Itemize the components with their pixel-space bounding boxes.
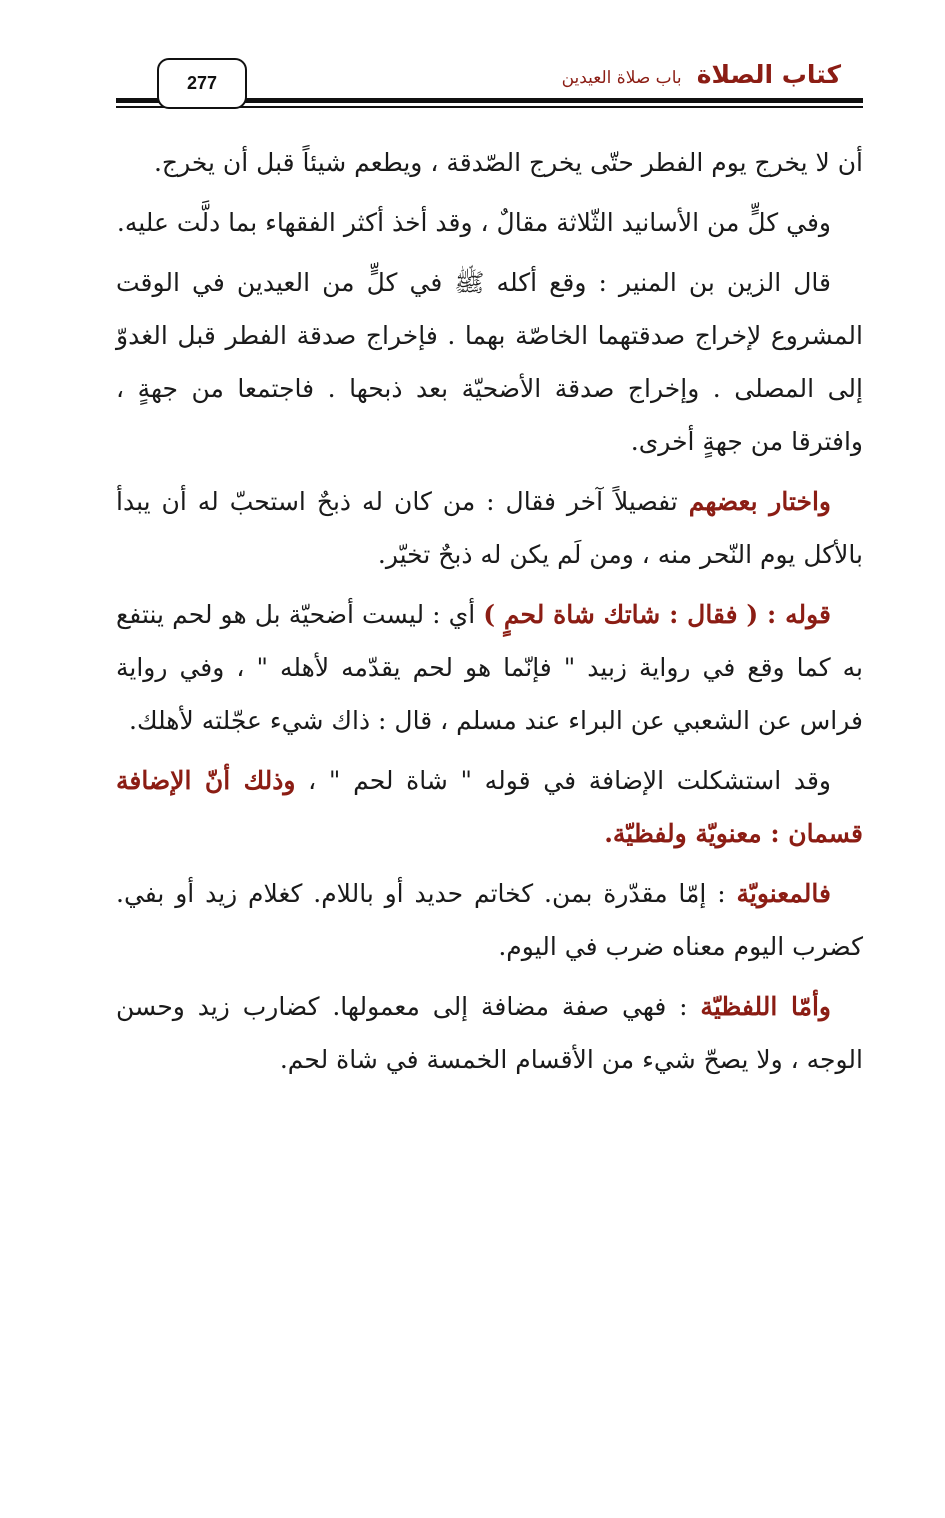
paragraph-text: تفصيلاً آخر فقال : من كان له ذبحٌ استحبّ له أن يبدأ بالأكل يوم النّحر منه ، ومن لَم يكن له ذبحٌ تخيّر. — [116, 487, 863, 569]
chapter-title: باب صلاة العيدين — [561, 68, 682, 88]
paragraph-text: : فهي صفة مضافة إلى معمولها. كضارب زيد وحسن الوجه ، ولا يصحّ شيء من الأقسام الخمسة في شاة لحم. — [116, 992, 863, 1074]
paragraph-2 — [116, 196, 863, 249]
paragraph-8 — [116, 980, 863, 1086]
page-body — [116, 136, 863, 1093]
paragraph-text: أن لا يخرج يوم الفطر حتّى يخرج الصّدقة ، ويطعم شيئاً قبل أن يخرج. — [153, 148, 863, 177]
paragraph-text: قال الزين بن المنير : وقع أكله ﷺ في كلٍّ من العيدين في الوقت المشروع لإخراج صدقتهما الخاصّة بهما . فإخراج صدقة الفطر قبل الغدوّ إلى المصلى . وإخراج صدقة الأضحيّة بعد ذبحها . فاجتمعا من جهةٍ ، وافترقا من جهةٍ أخرى. — [116, 268, 863, 456]
highlighted-lead: وأمّا اللفظيّة — [700, 992, 831, 1021]
book-title: كتاب الصلاة — [696, 60, 841, 89]
paragraph-1 — [116, 136, 863, 189]
paragraph-text: وفي كلٍّ من الأسانيد الثّلاثة مقالٌ ، وقد أخذ أكثر الفقهاء بما دلَّت عليه. — [116, 208, 831, 237]
paragraph-text: : إمّا مقدّرة بمن. كخاتم حديد أو باللام. كغلام زيد أو بفي. كضرب اليوم معناه ضرب في اليوم. — [116, 879, 863, 961]
paragraph-4 — [116, 475, 863, 581]
header-titles — [562, 60, 841, 89]
paragraph-text: أي : ليست أضحيّة بل هو لحم ينتفع به كما وقع في رواية زبيد " فإنّما هو لحم يقدّمه لأهله " ، وفي رواية فراس عن الشعبي عن البراء عند مسلم ، قال : ذاك شيء عجّلته لأهلك. — [116, 600, 863, 735]
paragraph-5 — [116, 588, 863, 747]
page-number: 277 — [157, 58, 247, 109]
paragraph-3 — [116, 256, 863, 468]
paragraph-6 — [116, 754, 863, 860]
page-header — [116, 56, 863, 111]
highlighted-lead: واختار بعضهم — [688, 487, 831, 516]
highlighted-lead: قوله : ( فقال : شاتك شاة لحمٍ ) — [483, 600, 831, 629]
highlighted-lead: فالمعنويّة — [736, 879, 831, 908]
highlighted-tail: وذلك أنّ الإضافة قسمان : معنويّة ولفظيّة. — [116, 766, 863, 848]
paragraph-7 — [116, 867, 863, 973]
paragraph-text: وقد استشكلت الإضافة في قوله " شاة لحم " ، — [295, 766, 831, 795]
